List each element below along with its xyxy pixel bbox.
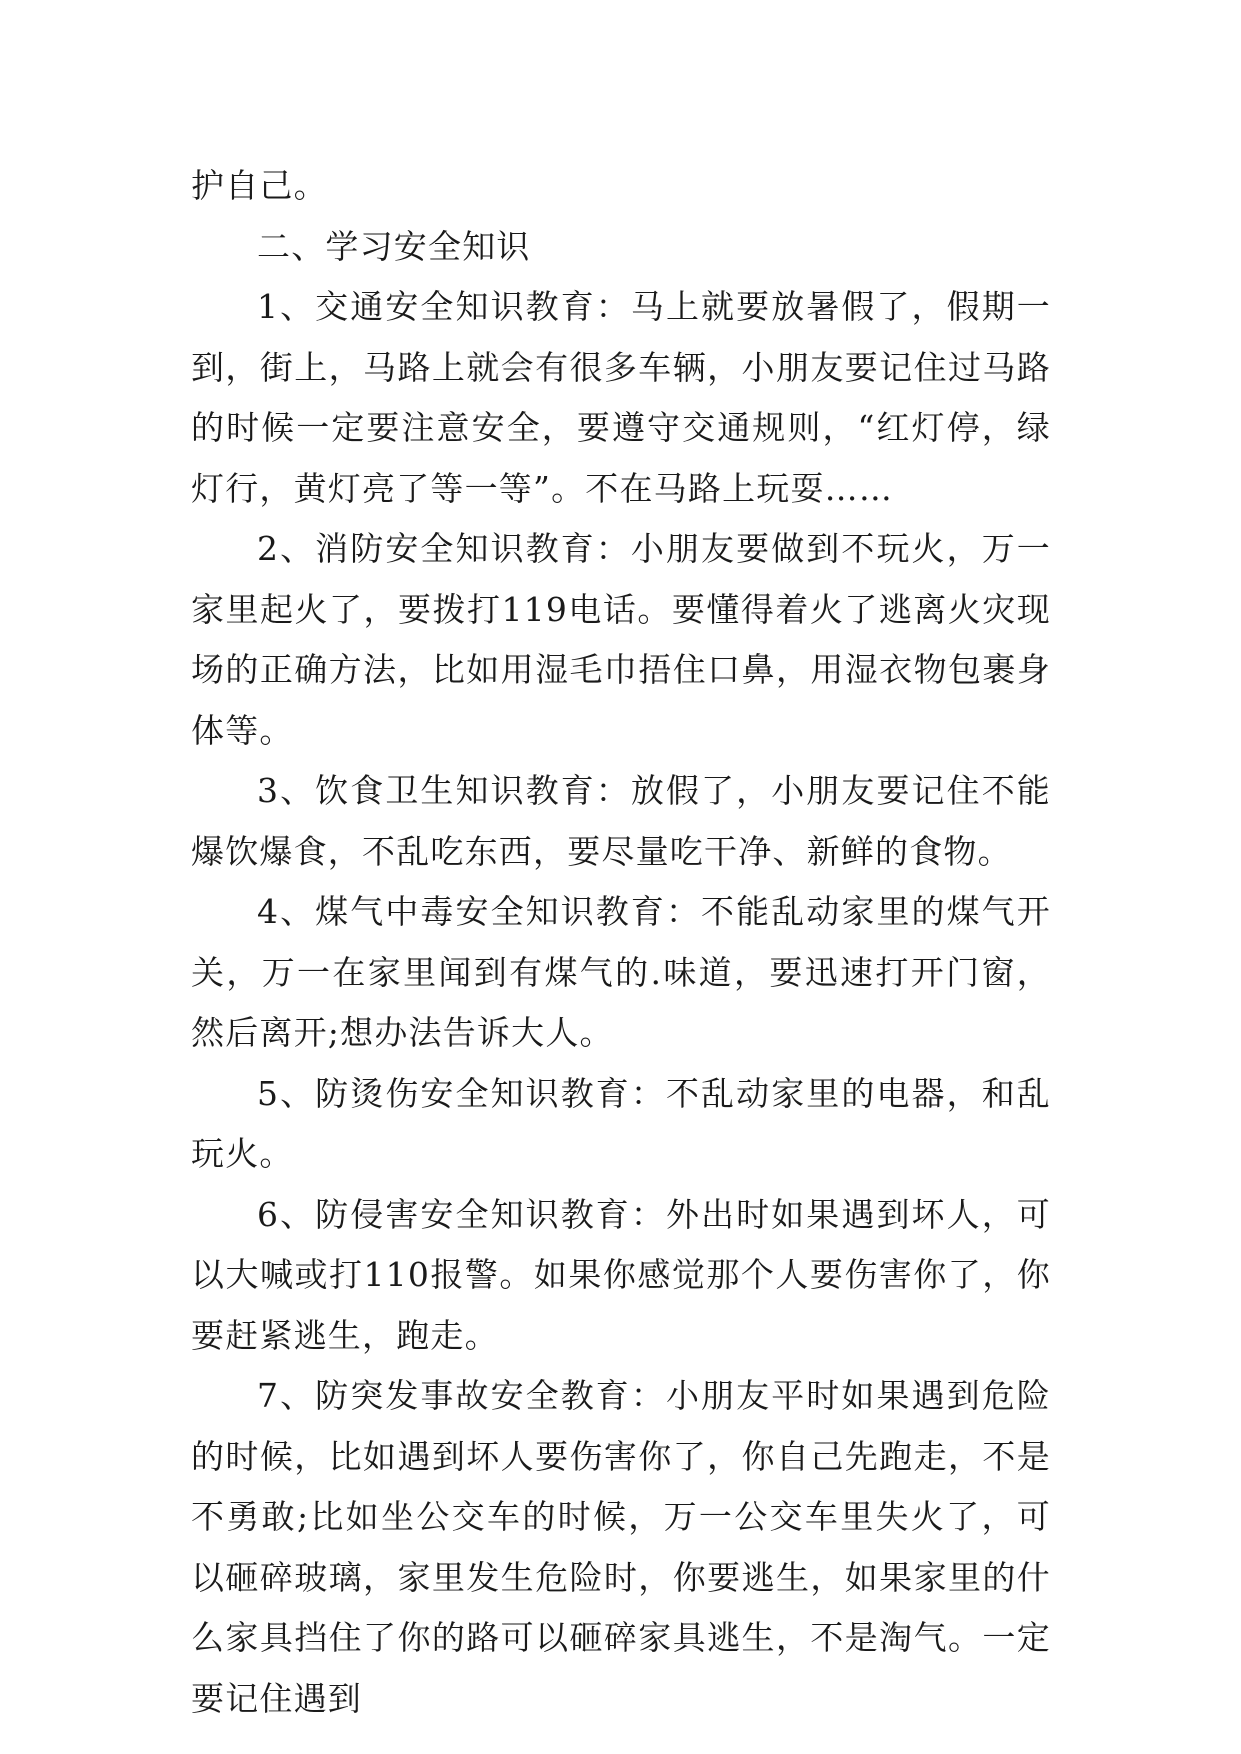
- paragraph-continuation: 护自己。: [191, 166, 328, 205]
- paragraph-anti-harm: 6、防侵害安全知识教育：外出时如果遇到坏人，可以大喊或打110报警。如果你感觉那个人要伤害你了，你要赶紧逃生，跑走。: [191, 1194, 1051, 1355]
- paragraph-emergency: 7、防突发事故安全教育：小朋友平时如果遇到危险的时候，比如遇到坏人要伤害你了，你自己先跑走，不是不勇敢;比如坐公交车的时候，万一公交车里失火了，可以砸碎玻璃，家里发生危险时，你要逃生，如果家里的什么家具挡住了你的路可以砸碎家具逃生，不是淘气。一定要记住遇到: [191, 1376, 1051, 1718]
- paragraph-burn-prevention: 5、防烫伤安全知识教育：不乱动家里的电器，和乱玩火。: [191, 1073, 1051, 1173]
- paragraph-fire-safety: 2、消防安全知识教育：小朋友要做到不玩火，万一家里起火了，要拨打119电话。要懂得着火了逃离火灾现场的正确方法，比如用湿毛巾捂住口鼻，用湿衣物包裹身体等。: [191, 529, 1051, 750]
- paragraph-food-hygiene: 3、饮食卫生知识教育：放假了，小朋友要记住不能爆饮爆食，不乱吃东西，要尽量吃干净、新鲜的食物。: [191, 771, 1051, 871]
- paragraph-traffic-safety: 1、交通安全知识教育：马上就要放暑假了，假期一到，街上，马路上就会有很多车辆，小朋友要记住过马路的时候一定要注意安全，要遵守交通规则，“红灯停，绿灯行，黄灯亮了等一等”。不在马路上玩耍……: [191, 287, 1051, 508]
- paragraph-gas-poisoning: 4、煤气中毒安全知识教育：不能乱动家里的煤气开关，万一在家里闻到有煤气的.味道，要迅速打开门窗，然后离开;想办法告诉大人。: [191, 892, 1051, 1052]
- document-page: [191, 156, 1051, 1729]
- section-heading: 二、学习安全知识: [257, 226, 531, 266]
